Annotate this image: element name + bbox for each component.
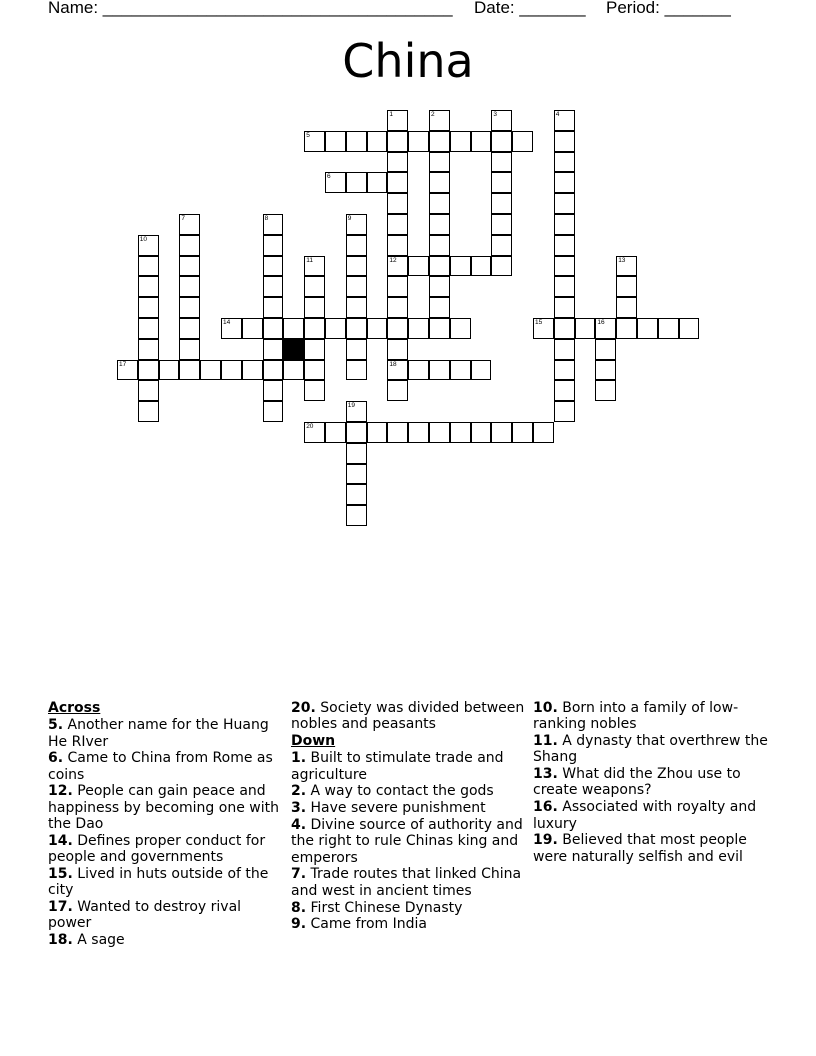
grid-cell[interactable] bbox=[117, 360, 138, 381]
grid-cell[interactable] bbox=[387, 297, 408, 318]
grid-cell[interactable] bbox=[325, 318, 346, 339]
cell-number: 5 bbox=[306, 131, 310, 139]
grid-cell[interactable] bbox=[367, 172, 388, 193]
clue-down-19 bbox=[533, 832, 769, 865]
cell-number: 9 bbox=[347, 215, 352, 222]
clue-across-14 bbox=[48, 833, 284, 866]
date-field[interactable]: Date: _______ bbox=[474, 0, 586, 17]
grid-cell[interactable] bbox=[429, 276, 450, 297]
grid-cell[interactable] bbox=[533, 318, 554, 339]
grid-cell[interactable] bbox=[679, 318, 700, 339]
grid-cell[interactable] bbox=[554, 152, 575, 173]
clue-down-3 bbox=[291, 800, 531, 816]
grid-cell[interactable] bbox=[367, 422, 388, 443]
grid-cell[interactable] bbox=[554, 110, 575, 131]
grid-cell[interactable] bbox=[179, 297, 200, 318]
cell-number: 11 bbox=[306, 256, 313, 264]
grid-cell[interactable] bbox=[304, 297, 325, 318]
grid-cell[interactable] bbox=[450, 131, 471, 152]
grid-cell[interactable] bbox=[159, 360, 180, 381]
clue-number: 6. bbox=[48, 750, 64, 767]
clue-number: 12. bbox=[48, 783, 73, 800]
clue-text: Another name for the Huang He RIver bbox=[48, 717, 269, 750]
cell-number: 13 bbox=[618, 256, 626, 264]
grid-cell[interactable] bbox=[595, 360, 616, 381]
clue-text: Wanted to destroy rival power bbox=[48, 899, 242, 932]
clue-text: Came to China from Rome as coins bbox=[48, 750, 273, 783]
grid-cell[interactable] bbox=[179, 256, 200, 277]
grid-cell[interactable] bbox=[179, 276, 200, 297]
grid-cell[interactable] bbox=[263, 318, 284, 339]
clues-column-3 bbox=[533, 700, 769, 865]
grid-cell[interactable] bbox=[408, 131, 429, 152]
grid-cell[interactable] bbox=[179, 360, 200, 381]
grid-cell[interactable] bbox=[387, 256, 408, 277]
clue-down-2 bbox=[291, 783, 531, 799]
cell-number: 3 bbox=[493, 111, 498, 118]
grid-cell[interactable] bbox=[138, 276, 159, 297]
clue-down-7 bbox=[291, 866, 531, 899]
grid-cell[interactable] bbox=[595, 380, 616, 401]
grid-cell[interactable] bbox=[450, 422, 471, 443]
grid-cell[interactable] bbox=[138, 401, 159, 422]
grid-cell[interactable] bbox=[429, 256, 450, 277]
grid-cell[interactable] bbox=[471, 256, 492, 277]
grid-cell[interactable] bbox=[429, 360, 450, 381]
grid-cell[interactable] bbox=[637, 318, 658, 339]
grid-cell[interactable] bbox=[554, 256, 575, 277]
grid-cell[interactable] bbox=[491, 110, 512, 131]
clue-number: 3. bbox=[291, 800, 307, 817]
grid-cell[interactable] bbox=[304, 318, 325, 339]
clue-across-6 bbox=[48, 750, 284, 783]
grid-cell[interactable] bbox=[346, 131, 367, 152]
grid-cell[interactable] bbox=[179, 235, 200, 256]
grid-cell[interactable] bbox=[346, 484, 367, 505]
clue-across-12 bbox=[48, 783, 284, 832]
grid-cell[interactable] bbox=[263, 339, 284, 360]
clue-number: 20. bbox=[291, 700, 316, 716]
grid-cell[interactable] bbox=[471, 360, 492, 381]
page-title: China bbox=[342, 34, 474, 88]
grid-cell[interactable] bbox=[554, 360, 575, 381]
grid-cell[interactable] bbox=[387, 422, 408, 443]
clue-across-18 bbox=[48, 932, 284, 948]
grid-cell[interactable] bbox=[450, 360, 471, 381]
cell-number: 12 bbox=[389, 256, 397, 264]
grid-cell[interactable] bbox=[263, 256, 284, 277]
grid-cell[interactable] bbox=[429, 297, 450, 318]
grid-cell[interactable] bbox=[595, 339, 616, 360]
grid-cell[interactable] bbox=[138, 235, 159, 256]
grid-cell[interactable] bbox=[429, 422, 450, 443]
grid-cell[interactable] bbox=[283, 318, 304, 339]
grid-cell[interactable] bbox=[429, 172, 450, 193]
grid-cell[interactable] bbox=[346, 214, 367, 235]
grid-cell[interactable] bbox=[658, 318, 679, 339]
grid-cell[interactable] bbox=[554, 276, 575, 297]
grid-cell[interactable] bbox=[512, 131, 533, 152]
grid-cell[interactable] bbox=[408, 256, 429, 277]
grid-cell[interactable] bbox=[554, 297, 575, 318]
clue-number: 11. bbox=[533, 733, 558, 750]
clue-down-10 bbox=[533, 700, 769, 733]
clue-number: 1. bbox=[291, 750, 307, 767]
grid-cell[interactable] bbox=[346, 172, 367, 193]
clue-down-9 bbox=[291, 916, 531, 932]
cell-number: 19 bbox=[347, 402, 356, 410]
grid-cell[interactable] bbox=[408, 422, 429, 443]
clue-across-15 bbox=[48, 866, 284, 899]
clue-number: 17. bbox=[48, 899, 73, 916]
clue-text: A sage bbox=[77, 932, 125, 949]
clue-text: First Chinese Dynasty bbox=[310, 899, 463, 916]
grid-cell[interactable] bbox=[554, 401, 575, 422]
cell-number: 1 bbox=[389, 111, 394, 118]
grid-cell[interactable] bbox=[138, 360, 159, 381]
grid-cell[interactable] bbox=[554, 380, 575, 401]
cell-number: 20 bbox=[306, 423, 314, 430]
clue-text: Associated with royalty and luxury bbox=[533, 799, 757, 832]
grid-cell[interactable] bbox=[616, 256, 637, 277]
grid-cell[interactable] bbox=[346, 256, 367, 277]
grid-cell[interactable] bbox=[304, 360, 325, 381]
cell-number: 7 bbox=[181, 215, 186, 222]
grid-cell[interactable] bbox=[471, 422, 492, 443]
grid-cell[interactable] bbox=[554, 172, 575, 193]
grid-cell[interactable] bbox=[387, 131, 408, 152]
grid-cell[interactable] bbox=[491, 193, 512, 214]
clue-text: Trade routes that linked China and west in ancient times bbox=[291, 866, 522, 899]
grid-cell[interactable] bbox=[450, 256, 471, 277]
clue-down-1 bbox=[291, 750, 531, 783]
grid-cell[interactable] bbox=[387, 339, 408, 360]
clue-text: People can gain peace and happiness by becoming one with the Dao bbox=[48, 783, 279, 833]
grid-cell[interactable] bbox=[138, 380, 159, 401]
grid-cell[interactable] bbox=[346, 235, 367, 256]
grid-cell[interactable] bbox=[283, 360, 304, 381]
grid-cell[interactable] bbox=[367, 131, 388, 152]
grid-cell[interactable] bbox=[387, 380, 408, 401]
grid-cell[interactable] bbox=[304, 276, 325, 297]
grid-cell[interactable] bbox=[179, 214, 200, 235]
grid-cell[interactable] bbox=[263, 360, 284, 381]
clue-text: Built to stimulate trade and agriculture bbox=[291, 750, 504, 783]
grid-cell[interactable] bbox=[491, 152, 512, 173]
grid-cell[interactable] bbox=[367, 318, 388, 339]
grid-cell[interactable] bbox=[429, 152, 450, 173]
clue-down-11 bbox=[533, 733, 769, 766]
grid-cell[interactable] bbox=[533, 422, 554, 443]
grid-cell[interactable] bbox=[242, 360, 263, 381]
grid-cell[interactable] bbox=[429, 131, 450, 152]
grid-cell[interactable] bbox=[616, 318, 637, 339]
black-square bbox=[283, 339, 304, 360]
clue-down-13 bbox=[533, 766, 769, 799]
clue-number: 10. bbox=[533, 700, 558, 716]
clue-text: What did the Zhou use to create weapons? bbox=[533, 766, 741, 799]
clue-number: 18. bbox=[48, 932, 73, 949]
grid-cell[interactable] bbox=[346, 339, 367, 360]
grid-cell[interactable] bbox=[387, 318, 408, 339]
grid-cell[interactable] bbox=[512, 422, 533, 443]
grid-cell[interactable] bbox=[616, 276, 637, 297]
cell-number: 10 bbox=[139, 235, 148, 243]
grid-cell[interactable] bbox=[429, 193, 450, 214]
grid-cell[interactable] bbox=[554, 193, 575, 214]
grid-cell[interactable] bbox=[387, 214, 408, 235]
grid-cell[interactable] bbox=[325, 422, 346, 443]
grid-cell[interactable] bbox=[387, 172, 408, 193]
clue-number: 4. bbox=[291, 817, 307, 834]
grid-cell[interactable] bbox=[138, 256, 159, 277]
cell-number: 15 bbox=[535, 319, 543, 326]
clue-number: 16. bbox=[533, 799, 558, 816]
grid-cell[interactable] bbox=[595, 318, 616, 339]
grid-cell[interactable] bbox=[491, 131, 512, 152]
clue-down-4 bbox=[291, 817, 531, 866]
grid-cell[interactable] bbox=[387, 276, 408, 297]
grid-cell[interactable] bbox=[616, 297, 637, 318]
cell-number: 2 bbox=[431, 111, 435, 118]
grid-cell[interactable] bbox=[346, 297, 367, 318]
clue-number: 14. bbox=[48, 832, 73, 849]
clue-down-8 bbox=[291, 900, 531, 916]
grid-cell[interactable] bbox=[138, 318, 159, 339]
grid-cell[interactable] bbox=[387, 193, 408, 214]
grid-cell[interactable] bbox=[325, 172, 346, 193]
grid-cell[interactable] bbox=[263, 235, 284, 256]
grid-cell[interactable] bbox=[263, 214, 284, 235]
grid-cell[interactable] bbox=[304, 380, 325, 401]
clue-text: Born into a family of low-ranking nobles bbox=[533, 700, 739, 733]
grid-cell[interactable] bbox=[491, 256, 512, 277]
cell-number: 6 bbox=[327, 173, 331, 181]
grid-cell[interactable] bbox=[554, 214, 575, 235]
clue-number: 8. bbox=[291, 899, 307, 916]
clue-text: A dynasty that overthrew the Shang bbox=[533, 733, 768, 766]
clue-number: 13. bbox=[533, 766, 558, 783]
cell-number: 16 bbox=[597, 319, 605, 326]
grid-cell[interactable] bbox=[346, 443, 367, 464]
clue-number: 5. bbox=[48, 717, 64, 734]
grid-cell[interactable] bbox=[179, 318, 200, 339]
cell-number: 17 bbox=[119, 360, 127, 368]
grid-cell[interactable] bbox=[554, 318, 575, 339]
clues-column-1 bbox=[48, 700, 284, 949]
grid-cell[interactable] bbox=[263, 380, 284, 401]
grid-cell[interactable] bbox=[346, 422, 367, 443]
name-field[interactable]: Name: _____________________________________ bbox=[48, 0, 453, 17]
grid-cell[interactable] bbox=[242, 318, 263, 339]
grid-cell[interactable] bbox=[408, 360, 429, 381]
clue-text: Came from India bbox=[310, 916, 427, 933]
grid-cell[interactable] bbox=[408, 318, 429, 339]
cell-number: 8 bbox=[264, 215, 269, 222]
clue-across-17 bbox=[48, 899, 284, 932]
cell-number: 14 bbox=[223, 319, 231, 326]
clue-text: Lived in huts outside of the city bbox=[48, 865, 269, 899]
grid-cell[interactable] bbox=[304, 422, 325, 443]
grid-cell[interactable] bbox=[263, 297, 284, 318]
clue-number: 19. bbox=[533, 832, 558, 849]
grid-cell[interactable] bbox=[554, 339, 575, 360]
grid-cell[interactable] bbox=[138, 297, 159, 318]
grid-cell[interactable] bbox=[263, 401, 284, 422]
grid-cell[interactable] bbox=[387, 152, 408, 173]
grid-cell[interactable] bbox=[491, 422, 512, 443]
clue-text: Have severe punishment bbox=[310, 800, 486, 817]
grid-cell[interactable] bbox=[429, 110, 450, 131]
grid-cell[interactable] bbox=[221, 360, 242, 381]
grid-cell[interactable] bbox=[491, 172, 512, 193]
cell-number: 4 bbox=[555, 111, 560, 118]
grid-cell[interactable] bbox=[304, 131, 325, 152]
grid-cell[interactable] bbox=[346, 276, 367, 297]
clue-text: Believed that most people were naturally selfish and evil bbox=[533, 832, 747, 865]
grid-cell[interactable] bbox=[471, 131, 492, 152]
grid-cell[interactable] bbox=[429, 235, 450, 256]
clue-across-5 bbox=[48, 717, 284, 750]
grid-cell[interactable] bbox=[325, 131, 346, 152]
grid-cell[interactable] bbox=[429, 214, 450, 235]
grid-cell[interactable] bbox=[304, 256, 325, 277]
grid-cell[interactable] bbox=[387, 110, 408, 131]
grid-cell[interactable] bbox=[554, 235, 575, 256]
across-heading: Across bbox=[48, 700, 101, 716]
grid-cell[interactable] bbox=[138, 339, 159, 360]
grid-cell[interactable] bbox=[346, 401, 367, 422]
grid-cell[interactable] bbox=[554, 131, 575, 152]
clue-number: 9. bbox=[291, 916, 307, 933]
grid-cell[interactable] bbox=[346, 318, 367, 339]
clues-column-2 bbox=[291, 700, 531, 933]
clue-text: Society was divided between nobles and peasants bbox=[291, 700, 525, 733]
grid-cell[interactable] bbox=[346, 505, 367, 526]
grid-cell[interactable] bbox=[575, 318, 596, 339]
down-heading: Down bbox=[291, 733, 336, 750]
grid-cell[interactable] bbox=[200, 360, 221, 381]
grid-cell[interactable] bbox=[263, 276, 284, 297]
grid-cell[interactable] bbox=[179, 339, 200, 360]
clue-across-20 bbox=[291, 700, 531, 733]
grid-cell[interactable] bbox=[491, 214, 512, 235]
period-field[interactable]: Period: _______ bbox=[606, 0, 731, 17]
grid-cell[interactable] bbox=[491, 235, 512, 256]
clue-number: 2. bbox=[291, 783, 307, 800]
grid-cell[interactable] bbox=[304, 339, 325, 360]
clue-text: A way to contact the gods bbox=[310, 783, 494, 800]
grid-cell[interactable] bbox=[346, 360, 367, 381]
grid-cell[interactable] bbox=[429, 318, 450, 339]
cell-number: 18 bbox=[389, 360, 397, 368]
clue-text: Divine source of authority and the right to rule Chinas king and emperors bbox=[291, 817, 523, 866]
grid-cell[interactable] bbox=[450, 318, 471, 339]
grid-cell[interactable] bbox=[387, 360, 408, 381]
clue-down-16 bbox=[533, 799, 769, 832]
grid-cell[interactable] bbox=[387, 235, 408, 256]
clue-text: Defines proper conduct for people and governments bbox=[48, 832, 266, 866]
grid-cell[interactable] bbox=[221, 318, 242, 339]
clue-number: 15. bbox=[48, 865, 73, 882]
grid-cell[interactable] bbox=[346, 464, 367, 485]
clue-number: 7. bbox=[291, 866, 307, 883]
